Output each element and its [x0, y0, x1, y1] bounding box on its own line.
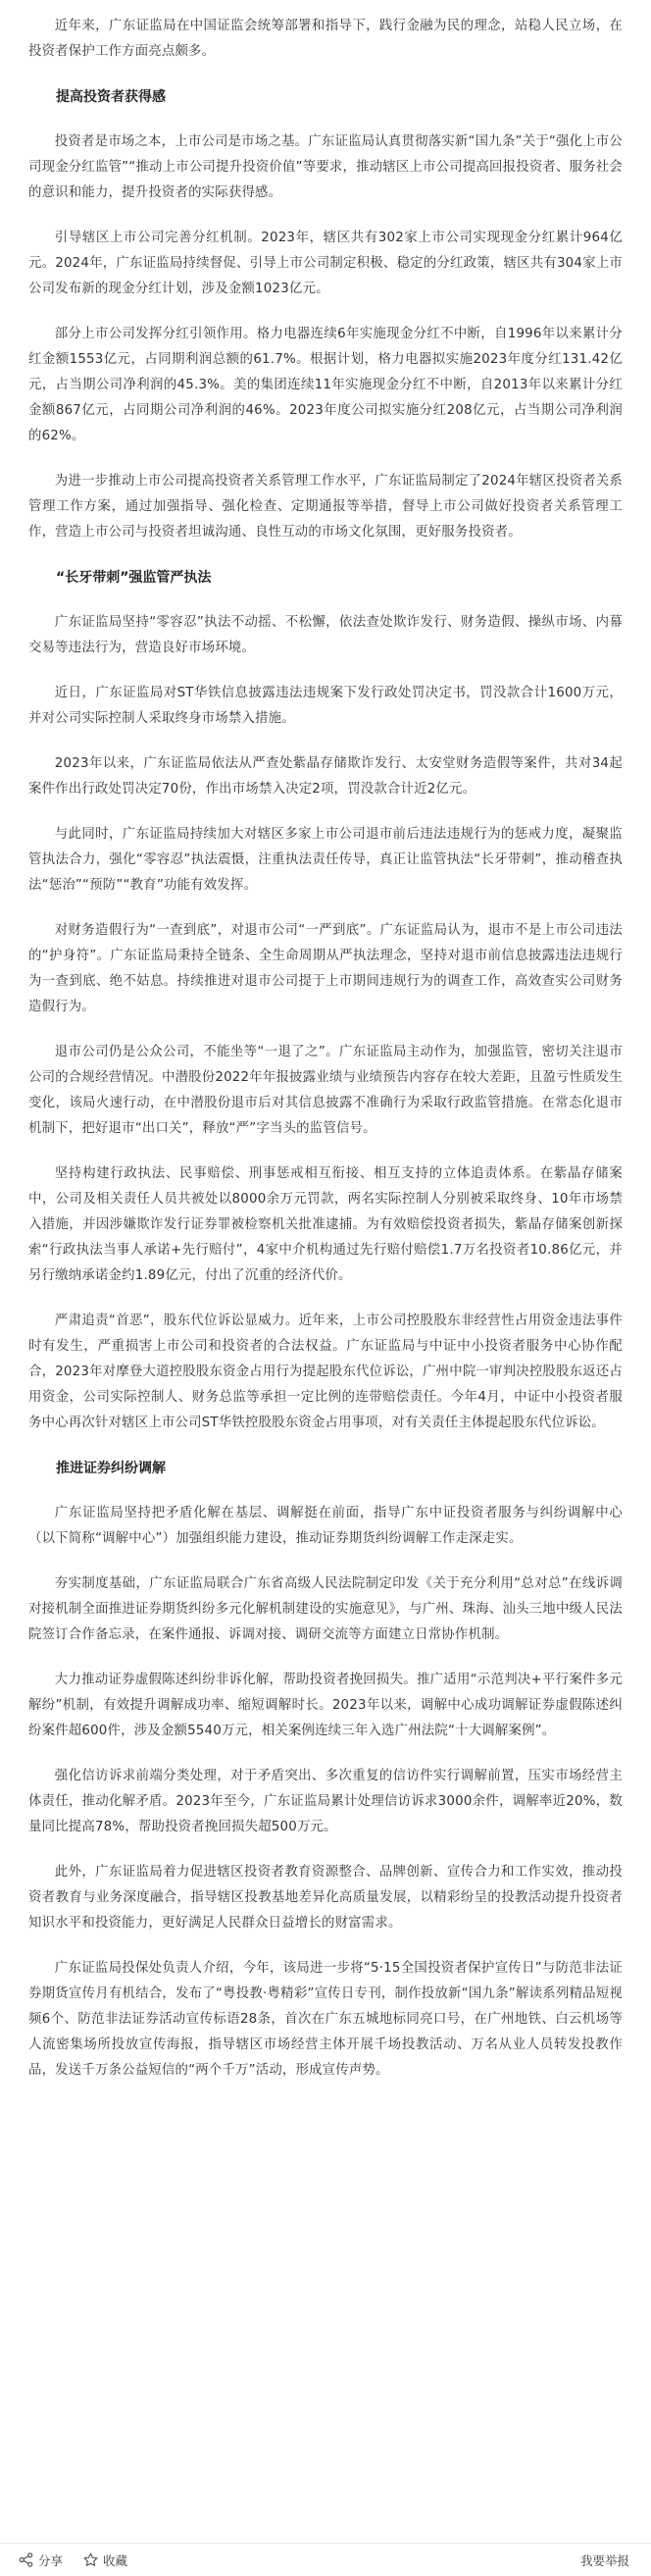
- paragraph: 对财务造假行为“一查到底”，对退市公司“一严到底”。广东证监局认为，退市不是上市公司违法的“护身符”。广东证监局秉持全链条、全生命周期从严执法理念，坚持对退市前信息披露违法违规行为一查到底、绝不姑息。持续推进对退市公司提于上市期间违规行为的调查工作，高效查实公司财务造假行为。: [28, 923, 623, 1014]
- paragraph: 部分上市公司发挥分红引领作用。格力电器连续6年实施现金分红不中断，自1996年以来累计分红金额1553亿元，占同期利润总额的61.7%。根据计划，格力电器拟实施2023年度分红131.42亿元，占当期公司净利润的45.3%。美的集团连续11年实施现金分红不中断，自2013年以来累计分红金额867亿元，占同期公司净利润的46%。2023年度公司拟实施分红208亿元，占当期公司净利润的62%。: [28, 327, 623, 443]
- report-link[interactable]: 我要举报: [579, 2552, 629, 2568]
- paragraph: 严肃追责“首恶”，股东代位诉讼显威力。近年来，上市公司控股股东非经营性占用资金违法事件时有发生，严重损害上市公司和投资者的合法权益。广东证监局与中证中小投资者服务中心协作配合，2023年对摩登大道控股股东资金占用行为提起股东代位诉讼，广州中院一审判决控股股东返还占用资金，公司实际控制人、财务总监等承担一定比例的连带赔偿责任。今年4月，中证中小投资者服务中心再次针对辖区上市公司ST华铁控股股东资金占用事项，对有关责任主体提起股东代位诉讼。: [28, 1314, 623, 1430]
- footer-actions: [18, 2551, 127, 2569]
- paragraph: 广东证监局坚持“零容忍”执法不动摇、不松懈，依法查处欺诈发行、财务造假、操纵市场、内幕交易等违法行为，营造良好市场环境。: [28, 615, 623, 655]
- star-icon: [82, 2552, 98, 2568]
- paragraph: 为进一步推动上市公司提高投资者关系管理工作水平，广东证监局制定了2024年辖区投资者关系管理工作方案，通过加强指导、强化检查、定期通报等举措，督导上市公司做好投资者关系管理工作，营造上市公司与投资者坦诚沟通、良性互动的市场文化氛围，更好服务投资者。: [28, 474, 623, 540]
- favorite-button[interactable]: [82, 2551, 127, 2569]
- paragraph: 与此同时，广东证监局持续加大对辖区多家上市公司退市前后违法违规行为的惩戒力度，凝聚监管执法合力，强化“零容忍”执法震慑，注重执法责任传导，真正让监管执法“长牙带刺”，推动稽查执法“惩治”“预防”“教育”功能有效发挥。: [28, 827, 623, 893]
- share-icon: [18, 2552, 33, 2568]
- paragraph: 强化信访诉求前端分类处理，对于矛盾突出、多次重复的信访件实行调解前置，压实市场经营主体责任，推动化解矛盾。2023年至今，广东证监局累计处理信访诉求3000余件，调解率近20%，数量同比提高78%，帮助投资者挽回损失超500万元。: [28, 1769, 623, 1834]
- paragraph: 广东证监局坚持把矛盾化解在基层、调解挺在前面，指导广东中证投资者服务与纠纷调解中心（以下简称“调解中心”）加强组织能力建设，推动证券期货纠纷调解工作走深走实。: [28, 1506, 623, 1546]
- share-label: 分享: [38, 2552, 64, 2568]
- paragraph: 2023年以来，广东证监局依法从严查处紫晶存储欺诈发行、太安堂财务造假等案件，共对34起案件作出行政处罚决定70份，作出市场禁入决定2项，罚没款合计近2亿元。: [28, 756, 623, 797]
- section-heading: 推进证券纠纷调解: [56, 1461, 166, 1476]
- paragraph: 夯实制度基础，广东证监局联合广东省高级人民法院制定印发《关于充分利用“总对总”在线诉调对接机制全面推进证券期货纠纷多元化解机制建设的实施意见》，与广州、珠海、汕头三地中级人民法院签订合作备忘录，在案件通报、诉调对接、调研交流等方面建立日常协作机制。: [28, 1576, 623, 1642]
- paragraph: 近日，广东证监局对ST华铁信息披露违法违规案下发行政处罚决定书，罚没款合计1600万元，并对公司实际控制人采取终身市场禁入措施。: [28, 686, 623, 726]
- paragraph: 坚持构建行政执法、民事赔偿、刑事惩戒相互衔接、相互支持的立体追责体系。在紫晶存储案中，公司及相关责任人员共被处以8000余万元罚款，两名实际控制人分别被采取终身、10年市场禁入措施，并因涉嫌欺诈发行证券罪被检察机关批准逮捕。为有效赔偿投资者损失，紫晶存储案创新探索“行政执法当事人承诺+先行赔付”，4家中介机构通过先行赔付赔偿1.7万名投资者10.86亿元，并另行缴纳承诺金约1.89亿元，付出了沉重的经济代价。: [28, 1166, 623, 1283]
- paragraph: 退市公司仍是公众公司，不能坐等“一退了之”。广东证监局主动作为，加强监管，密切关注退市公司的合规经营情况。中潜股份2022年年报披露业绩与业绩预告内容存在较大差距，且盈亏性质发生变化，该局火速行动，在中潜股份退市后对其信息披露不准确行为采取行政监管措施。在常态化退市机制下，把好退市“出口关”，释放“严”字当头的监管信号。: [28, 1045, 623, 1136]
- section-heading: 提高投资者获得感: [56, 89, 166, 105]
- paragraph: 大力推动证券虚假陈述纠纷非诉化解，帮助投资者挽回损失。推广适用“示范判决+平行案件多元解纷”机制，有效提升调解成功率、缩短调解时长。2023年以来，调解中心成功调解证券虚假陈述纠纷案件超600件，涉及金额5540万元，相关案例连续三年入选广州法院“十大调解案例”。: [28, 1673, 623, 1738]
- favorite-label: 收藏: [103, 2552, 128, 2568]
- section-dispute-mediation: [28, 1456, 623, 2084]
- section-heading: “长牙带刺”强监管严执法: [56, 570, 212, 586]
- paragraph: 投资者是市场之本，上市公司是市场之基。广东证监局认真贯彻落实新“国九条”关于“强化上市公司现金分红监管”“推动上市公司提升投资价值”等要求，推动辖区上市公司提高回报投资者、服务社会的意识和能力，提升投资者的实际获得感。: [28, 134, 623, 200]
- paragraph: 广东证监局投保处负责人介绍，今年，该局进一步将“5·15全国投资者保护宣传日”与防范非法证券期货宣传月有机结合，发布了“粤投教·粤精彩”宣传日专刊，制作投放新“国九条”解读系列精品短视频6个、防范非法证券活动宣传标语28条，首次在广东五城地标同亮口号，在广州地铁、白云机场等人流密集场所投放宣传海报，指导辖区市场经营主体开展千场投教活动、万名从业人员转发投教作品，发送千万条公益短信的“两个千万”活动，形成宣传声势。: [28, 1961, 623, 2078]
- intro-paragraph: 近年来，广东证监局在中国证监会统筹部署和指导下，践行金融为民的理念，站稳人民立场，在投资者保护工作方面亮点颇多。: [28, 19, 623, 59]
- article-footer-bar: [0, 2543, 651, 2576]
- section-investor-gains: [28, 84, 623, 545]
- section-strict-enforcement: [28, 565, 623, 1436]
- paragraph: 此外，广东证监局着力促进辖区投资者教育资源整合、品牌创新、宣传合力和工作实效，推动投资者教育与业务深度融合，指导辖区投教基地差异化高质量发展，以精彩纷呈的投教活动提升投资者知识水平和投资能力，更好满足人民群众日益增长的财富需求。: [28, 1865, 623, 1931]
- paragraph: 引导辖区上市公司完善分红机制。2023年，辖区共有302家上市公司实现现金分红累计964亿元。2024年，广东证监局持续督促、引导上市公司制定积极、稳定的分红政策，辖区共有304家上市公司发布新的现金分红计划，涉及金额1023亿元。: [28, 231, 623, 296]
- share-button[interactable]: [18, 2551, 63, 2569]
